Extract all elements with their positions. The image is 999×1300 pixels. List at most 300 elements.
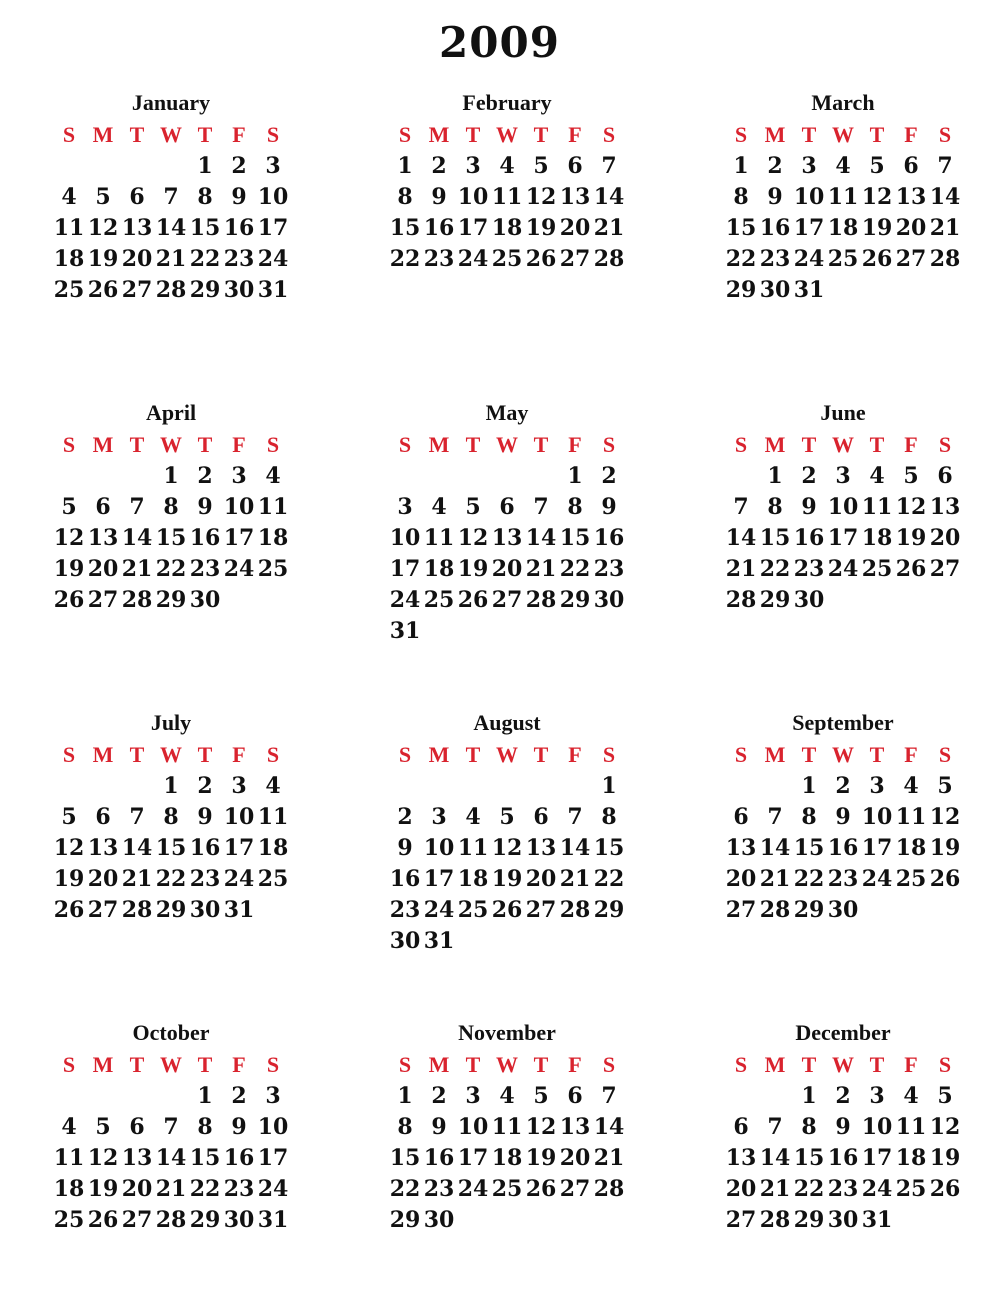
date-cell: 10: [457, 183, 489, 210]
weekday-label: S: [734, 122, 748, 147]
date-cell: 5: [95, 183, 111, 210]
weekday-label: T: [465, 432, 481, 457]
weekday-label: S: [62, 122, 76, 147]
weekday-header-row: [52, 120, 292, 150]
date-cell: 11: [53, 214, 85, 241]
weekday-header-row: [388, 740, 628, 770]
date-cell: 15: [155, 524, 187, 551]
date-cell: 25: [827, 245, 859, 272]
date-grid: [52, 460, 292, 615]
date-grid: [52, 150, 292, 305]
date-cell: 16: [423, 1144, 455, 1171]
weekday-label: S: [266, 432, 280, 457]
date-cell: 22: [725, 245, 757, 272]
date-cell: 2: [397, 803, 413, 830]
month-may: [388, 400, 628, 646]
date-cell: 8: [767, 493, 783, 520]
weekday-label: S: [938, 432, 952, 457]
date-cell: 16: [793, 524, 825, 551]
month-name: August: [473, 710, 541, 735]
weekday-label: S: [734, 1052, 748, 1077]
date-cell: 19: [53, 865, 85, 892]
date-cell: 14: [759, 834, 791, 861]
date-cell: 29: [725, 276, 757, 303]
date-cell: 11: [423, 524, 455, 551]
date-cell: 10: [423, 834, 455, 861]
date-cell: 25: [895, 865, 927, 892]
date-cell: 10: [257, 1113, 289, 1140]
date-cell: 4: [431, 493, 447, 520]
date-cell: 23: [189, 555, 221, 582]
weekday-label: W: [496, 432, 518, 457]
date-cell: 10: [861, 803, 893, 830]
date-cell: 25: [53, 276, 85, 303]
weekday-label: S: [398, 1052, 412, 1077]
date-cell: 3: [265, 1082, 281, 1109]
date-cell: 12: [87, 1144, 119, 1171]
date-cell: 18: [53, 245, 85, 272]
month-name: April: [145, 400, 197, 425]
date-cell: 15: [793, 1144, 825, 1171]
weekday-label: T: [869, 122, 885, 147]
weekday-header-row: [52, 740, 292, 770]
date-cell: 30: [189, 586, 221, 613]
date-cell: 21: [155, 245, 187, 272]
date-cell: 31: [257, 276, 289, 303]
date-cell: 22: [759, 555, 791, 582]
date-cell: 12: [491, 834, 523, 861]
date-cell: 26: [929, 865, 961, 892]
date-cell: 9: [601, 493, 617, 520]
date-cell: 7: [601, 1082, 617, 1109]
date-cell: 13: [725, 834, 757, 861]
date-cell: 1: [397, 1082, 413, 1109]
date-cell: 27: [559, 245, 591, 272]
date-cell: 2: [431, 1082, 447, 1109]
date-cell: 15: [559, 524, 591, 551]
date-cell: 26: [929, 1175, 961, 1202]
date-cell: 14: [121, 524, 153, 551]
weekday-label: S: [62, 1052, 76, 1077]
date-cell: 23: [793, 555, 825, 582]
weekday-label: W: [832, 432, 854, 457]
date-cell: 21: [559, 865, 591, 892]
date-cell: 11: [895, 803, 927, 830]
date-cell: 24: [861, 1175, 893, 1202]
weekday-label: W: [160, 122, 182, 147]
date-cell: 18: [491, 1144, 523, 1171]
date-cell: 13: [121, 214, 153, 241]
date-cell: 26: [525, 245, 557, 272]
date-cell: 19: [929, 1144, 961, 1171]
date-cell: 5: [533, 1082, 549, 1109]
date-cell: 16: [189, 524, 221, 551]
date-cell: 8: [397, 1113, 413, 1140]
date-cell: 17: [389, 555, 421, 582]
date-cell: 16: [389, 865, 421, 892]
date-cell: 4: [61, 183, 77, 210]
weekday-label: F: [904, 122, 918, 147]
date-cell: 2: [835, 1082, 851, 1109]
date-cell: 22: [389, 1175, 421, 1202]
date-cell: 9: [801, 493, 817, 520]
date-cell: 1: [601, 772, 617, 799]
date-cell: 7: [767, 803, 783, 830]
date-cell: 12: [53, 524, 85, 551]
month-name: January: [131, 90, 211, 115]
date-cell: 2: [431, 152, 447, 179]
date-cell: 20: [725, 1175, 757, 1202]
weekday-label: F: [232, 432, 246, 457]
date-cell: 28: [559, 896, 591, 923]
month-january: [52, 90, 292, 305]
date-cell: 21: [759, 1175, 791, 1202]
date-cell: 27: [559, 1175, 591, 1202]
weekday-label: F: [904, 432, 918, 457]
date-cell: 8: [397, 183, 413, 210]
date-cell: 31: [861, 1206, 893, 1233]
date-cell: 20: [525, 865, 557, 892]
date-cell: 7: [767, 1113, 783, 1140]
date-grid: [388, 460, 628, 646]
date-cell: 4: [869, 462, 885, 489]
weekday-label: M: [764, 432, 786, 457]
date-cell: 25: [457, 896, 489, 923]
weekday-label: S: [398, 122, 412, 147]
date-cell: 8: [163, 803, 179, 830]
date-cell: 9: [431, 183, 447, 210]
date-cell: 19: [457, 555, 489, 582]
date-cell: 9: [397, 834, 413, 861]
date-cell: 18: [895, 1144, 927, 1171]
date-cell: 10: [827, 493, 859, 520]
date-cell: 7: [533, 493, 549, 520]
date-cell: 9: [197, 493, 213, 520]
date-cell: 17: [257, 1144, 289, 1171]
date-cell: 28: [121, 586, 153, 613]
date-cell: 16: [759, 214, 791, 241]
date-cell: 18: [423, 555, 455, 582]
date-cell: 29: [759, 586, 791, 613]
date-grid: [52, 1080, 292, 1235]
date-cell: 31: [793, 276, 825, 303]
date-cell: 15: [155, 834, 187, 861]
date-cell: 14: [593, 1113, 625, 1140]
date-cell: 27: [121, 276, 153, 303]
date-cell: 25: [423, 586, 455, 613]
date-cell: 28: [593, 245, 625, 272]
date-cell: 19: [525, 214, 557, 241]
date-cell: 19: [87, 1175, 119, 1202]
weekday-label: T: [197, 432, 213, 457]
date-cell: 3: [231, 772, 247, 799]
date-cell: 23: [593, 555, 625, 582]
date-cell: 10: [223, 493, 255, 520]
date-cell: 9: [431, 1113, 447, 1140]
date-cell: 27: [121, 1206, 153, 1233]
date-cell: 19: [929, 834, 961, 861]
date-cell: 13: [929, 493, 961, 520]
date-cell: 16: [189, 834, 221, 861]
weekday-label: T: [129, 432, 145, 457]
date-cell: 28: [121, 896, 153, 923]
date-cell: 25: [257, 555, 289, 582]
date-grid: [724, 770, 964, 925]
weekday-label: W: [160, 742, 182, 767]
date-cell: 18: [257, 524, 289, 551]
date-cell: 19: [861, 214, 893, 241]
date-cell: 26: [87, 276, 119, 303]
date-cell: 9: [835, 1113, 851, 1140]
date-cell: 13: [725, 1144, 757, 1171]
date-cell: 11: [257, 803, 289, 830]
date-cell: 7: [163, 1113, 179, 1140]
date-cell: 28: [593, 1175, 625, 1202]
date-cell: 14: [725, 524, 757, 551]
date-cell: 21: [121, 555, 153, 582]
date-cell: 5: [937, 1082, 953, 1109]
date-cell: 6: [903, 152, 919, 179]
weekday-header-row: [388, 430, 628, 460]
date-cell: 8: [733, 183, 749, 210]
weekday-label: M: [428, 742, 450, 767]
date-cell: 24: [827, 555, 859, 582]
date-cell: 26: [491, 896, 523, 923]
weekday-label: T: [465, 1052, 481, 1077]
date-cell: 1: [733, 152, 749, 179]
weekday-label: T: [197, 1052, 213, 1077]
date-cell: 24: [457, 245, 489, 272]
date-cell: 10: [257, 183, 289, 210]
date-cell: 6: [733, 1113, 749, 1140]
date-cell: 1: [163, 772, 179, 799]
date-cell: 31: [389, 617, 421, 644]
date-cell: 18: [491, 214, 523, 241]
date-cell: 4: [835, 152, 851, 179]
date-cell: 9: [197, 803, 213, 830]
date-grid: [52, 770, 292, 925]
date-cell: 1: [197, 1082, 213, 1109]
weekday-label: T: [465, 122, 481, 147]
date-cell: 7: [129, 803, 145, 830]
date-cell: 19: [87, 245, 119, 272]
date-cell: 4: [265, 772, 281, 799]
date-cell: 20: [725, 865, 757, 892]
date-cell: 16: [423, 214, 455, 241]
date-cell: 25: [257, 865, 289, 892]
date-cell: 30: [827, 1206, 859, 1233]
date-cell: 25: [491, 1175, 523, 1202]
date-cell: 6: [129, 183, 145, 210]
date-cell: 29: [593, 896, 625, 923]
weekday-label: T: [129, 742, 145, 767]
date-cell: 17: [861, 834, 893, 861]
date-cell: 25: [895, 1175, 927, 1202]
date-cell: 24: [389, 586, 421, 613]
date-cell: 17: [861, 1144, 893, 1171]
date-cell: 18: [861, 524, 893, 551]
weekday-label: T: [533, 742, 549, 767]
date-cell: 7: [129, 493, 145, 520]
date-cell: 20: [929, 524, 961, 551]
date-cell: 27: [87, 896, 119, 923]
date-cell: 24: [793, 245, 825, 272]
date-cell: 11: [895, 1113, 927, 1140]
date-cell: 29: [793, 1206, 825, 1233]
weekday-header-row: [724, 740, 964, 770]
date-cell: 5: [61, 493, 77, 520]
date-cell: 7: [733, 493, 749, 520]
date-cell: 26: [53, 586, 85, 613]
month-june: [724, 400, 964, 615]
date-cell: 21: [725, 555, 757, 582]
weekday-header-row: [724, 430, 964, 460]
weekday-label: T: [465, 742, 481, 767]
date-cell: 17: [257, 214, 289, 241]
date-cell: 7: [163, 183, 179, 210]
weekday-label: M: [428, 432, 450, 457]
weekday-label: W: [160, 432, 182, 457]
month-name: June: [820, 400, 866, 425]
date-cell: 30: [189, 896, 221, 923]
date-cell: 10: [457, 1113, 489, 1140]
weekday-header-row: [724, 120, 964, 150]
date-cell: 5: [499, 803, 515, 830]
date-cell: 20: [87, 865, 119, 892]
weekday-label: T: [801, 122, 817, 147]
date-cell: 29: [559, 586, 591, 613]
weekday-header-row: [388, 120, 628, 150]
date-cell: 7: [601, 152, 617, 179]
weekday-label: W: [496, 1052, 518, 1077]
date-cell: 24: [257, 1175, 289, 1202]
date-cell: 28: [759, 896, 791, 923]
calendar-year-title: 2009: [439, 18, 560, 67]
date-cell: 28: [929, 245, 961, 272]
date-cell: 13: [491, 524, 523, 551]
date-cell: 6: [499, 493, 515, 520]
date-cell: 13: [895, 183, 927, 210]
date-cell: 26: [861, 245, 893, 272]
weekday-label: T: [129, 122, 145, 147]
date-cell: 12: [861, 183, 893, 210]
date-grid: [724, 150, 964, 305]
weekday-label: M: [764, 1052, 786, 1077]
date-cell: 15: [793, 834, 825, 861]
date-cell: 22: [389, 245, 421, 272]
weekday-label: S: [266, 122, 280, 147]
weekday-label: M: [428, 1052, 450, 1077]
date-grid: [724, 460, 964, 615]
date-cell: 30: [223, 1206, 255, 1233]
date-cell: 11: [257, 493, 289, 520]
date-cell: 6: [567, 1082, 583, 1109]
date-cell: 12: [457, 524, 489, 551]
weekday-label: W: [832, 1052, 854, 1077]
date-cell: 1: [197, 152, 213, 179]
date-cell: 6: [733, 803, 749, 830]
weekday-header-row: [388, 1050, 628, 1080]
weekday-label: F: [904, 1052, 918, 1077]
date-cell: 2: [231, 1082, 247, 1109]
weekday-label: M: [92, 122, 114, 147]
date-cell: 4: [61, 1113, 77, 1140]
date-cell: 20: [491, 555, 523, 582]
date-cell: 9: [767, 183, 783, 210]
date-cell: 29: [189, 1206, 221, 1233]
month-april: [52, 400, 292, 615]
date-cell: 31: [257, 1206, 289, 1233]
date-cell: 18: [457, 865, 489, 892]
date-cell: 5: [869, 152, 885, 179]
weekday-label: W: [832, 742, 854, 767]
date-cell: 2: [197, 772, 213, 799]
date-cell: 15: [759, 524, 791, 551]
month-name: March: [811, 90, 875, 115]
date-cell: 17: [223, 834, 255, 861]
month-name: November: [458, 1020, 556, 1045]
date-cell: 22: [793, 865, 825, 892]
month-september: [724, 710, 964, 925]
date-cell: 25: [53, 1206, 85, 1233]
date-cell: 21: [929, 214, 961, 241]
date-cell: 29: [189, 276, 221, 303]
date-cell: 30: [827, 896, 859, 923]
date-cell: 5: [61, 803, 77, 830]
date-cell: 2: [197, 462, 213, 489]
weekday-label: F: [568, 1052, 582, 1077]
date-cell: 6: [567, 152, 583, 179]
date-cell: 18: [53, 1175, 85, 1202]
date-cell: 24: [423, 896, 455, 923]
date-cell: 29: [155, 896, 187, 923]
date-cell: 6: [533, 803, 549, 830]
month-december: [724, 1020, 964, 1235]
date-grid: [388, 150, 628, 274]
weekday-label: W: [496, 742, 518, 767]
month-name: May: [485, 400, 529, 425]
date-cell: 4: [499, 152, 515, 179]
date-cell: 22: [189, 245, 221, 272]
date-cell: 21: [155, 1175, 187, 1202]
date-cell: 5: [533, 152, 549, 179]
month-name: September: [792, 710, 894, 735]
date-cell: 20: [87, 555, 119, 582]
weekday-label: F: [568, 432, 582, 457]
date-cell: 16: [593, 524, 625, 551]
date-cell: 24: [223, 555, 255, 582]
date-cell: 18: [827, 214, 859, 241]
weekday-label: T: [197, 742, 213, 767]
date-cell: 27: [895, 245, 927, 272]
date-cell: 30: [759, 276, 791, 303]
date-cell: 15: [725, 214, 757, 241]
weekday-label: T: [533, 1052, 549, 1077]
weekday-label: M: [92, 742, 114, 767]
date-cell: 12: [929, 803, 961, 830]
date-cell: 30: [389, 927, 421, 954]
date-cell: 27: [491, 586, 523, 613]
date-cell: 3: [465, 152, 481, 179]
date-cell: 22: [793, 1175, 825, 1202]
date-cell: 19: [491, 865, 523, 892]
date-cell: 4: [903, 772, 919, 799]
date-cell: 30: [223, 276, 255, 303]
date-cell: 18: [895, 834, 927, 861]
date-cell: 28: [759, 1206, 791, 1233]
date-cell: 28: [525, 586, 557, 613]
date-cell: 2: [801, 462, 817, 489]
